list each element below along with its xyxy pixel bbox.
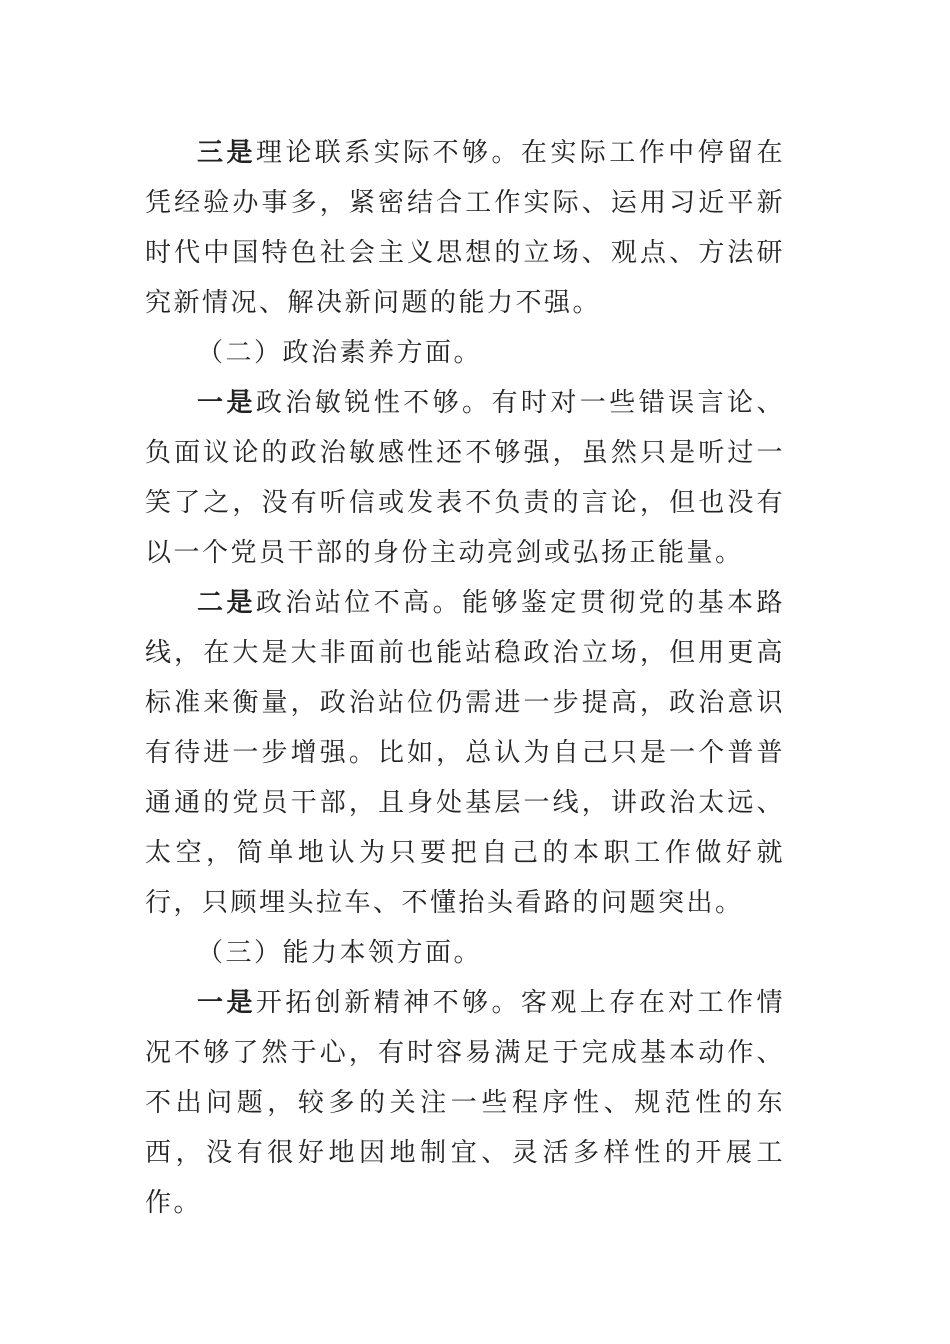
paragraph-political-sensitivity bbox=[145, 378, 785, 578]
paragraph-text: 政治敏锐性不够。有时对一些错误言论、负面议论的政治敏感性还不够强，虽然只是听过一笑了之，没有听信或发表不负责的言论，但也没有以一个党员干部的身份主动亮剑或弘扬正能量。 bbox=[145, 388, 785, 568]
paragraph-text: 开拓创新精神不够。客观上存在对工作情况不够了然于心，有时容易满足于完成基本动作、不出问题，较多的关注一些程序性、规范性的东西，没有很好地因地制宜、灵活多样性的开展工作。 bbox=[145, 988, 785, 1218]
paragraph-theory-practice bbox=[145, 128, 785, 328]
paragraph-innovation bbox=[145, 978, 785, 1228]
paragraph-lead: 三是 bbox=[197, 138, 256, 168]
paragraph-political-stance bbox=[145, 578, 785, 928]
paragraph-lead: 一是 bbox=[197, 388, 256, 418]
paragraph-lead: 一是 bbox=[197, 988, 256, 1018]
paragraph-text: 政治站位不高。能够鉴定贯彻党的基本路线，在大是大非面前也能站稳政治立场，但用更高标准来衡量，政治站位仍需进一步提高，政治意识有待进一步增强。比如，总认为自己只是一个普普通通的党员干部，且身处基层一线，讲政治太远、太空，简单地认为只要把自己的本职工作做好就行，只顾埋头拉车、不懂抬头看路的问题突出。 bbox=[145, 588, 785, 918]
section-heading-ability: （三）能力本领方面。 bbox=[197, 938, 483, 968]
section-heading-political-literacy: （二）政治素养方面。 bbox=[197, 338, 483, 368]
paragraph-text: 理论联系实际不够。在实际工作中停留在凭经验办事多，紧密结合工作实际、运用习近平新时代中国特色社会主义思想的立场、观点、方法研究新情况、解决新问题的能力不强。 bbox=[145, 138, 785, 318]
document-body bbox=[145, 128, 785, 1228]
paragraph-lead: 二是 bbox=[197, 588, 256, 618]
